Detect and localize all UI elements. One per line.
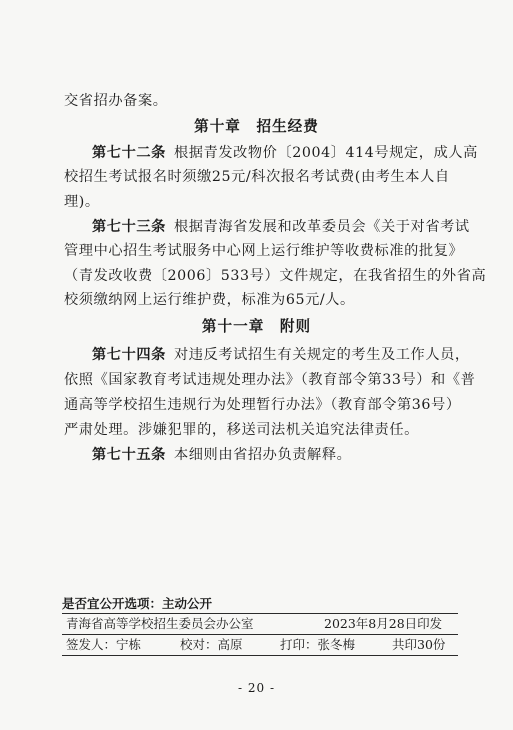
article-73-line-1	[92, 218, 470, 236]
issuing-office: 青海省高等学校招生委员会办公室	[66, 616, 254, 631]
article-73-line-3: （青发改收费〔2006〕533号）文件规定，在我省招生的外省高	[64, 268, 487, 284]
continued-text-line: 交省招办备案。	[64, 93, 168, 109]
article-72-text-1: 根据青发改物价〔2004〕414号规定，成人高	[173, 145, 478, 161]
footer-rule-top	[62, 613, 458, 614]
article-72-label: 第七十二条	[92, 145, 166, 161]
proofreader: 校对：高原	[180, 637, 243, 652]
article-75-line-1	[92, 446, 351, 464]
chapter-11-title: 第十一章 附则	[201, 318, 312, 335]
article-74-text-1: 对违反考试招生有关规定的考生及工作人员，	[173, 347, 470, 363]
article-74-line-4: 严肃处理。涉嫌犯罪的，移送司法机关追究法律责任。	[64, 422, 419, 438]
footer-rule-bottom	[62, 655, 458, 656]
footer-rule-middle	[62, 634, 458, 635]
article-73-label: 第七十三条	[92, 219, 166, 235]
article-74-line-2: 依照《国家教育考试违规处理办法》（教育部令第33号）和《普	[64, 372, 476, 388]
article-75-label: 第七十五条	[92, 447, 166, 463]
article-73-line-4: 校须缴纳网上运行维护费，标准为65元/人。	[64, 292, 355, 308]
article-73-line-2: 管理中心招生考试服务中心网上运行维护等收费标准的批复》	[64, 243, 464, 259]
publicity-option: 是否宜公开选项：主动公开	[62, 596, 213, 611]
article-72-line-1	[92, 144, 478, 162]
chapter-10-title: 第十章 招生经费	[194, 118, 319, 135]
signer: 签发人：宁栋	[66, 637, 142, 652]
issue-date: 2023年8月28日印发	[324, 616, 443, 631]
print-copies: 共印30份	[392, 637, 446, 652]
article-74-line-3: 通高等学校招生违规行为处理暂行办法》（教育部令第36号）	[64, 397, 461, 413]
article-72-line-3: 理)。	[64, 194, 100, 210]
article-73-text-1: 根据青海省发展和改革委员会《关于对省考试	[173, 219, 470, 235]
article-74-label: 第七十四条	[92, 347, 166, 363]
typist: 打印：张冬梅	[280, 637, 356, 652]
article-75-text-1: 本细则由省招办负责解释。	[173, 447, 352, 463]
page-number: - 20 -	[237, 681, 275, 695]
article-72-line-2: 校招生考试报名时须缴25元/科次报名考试费(由考生本人自	[64, 169, 450, 185]
article-74-line-1	[92, 346, 470, 364]
